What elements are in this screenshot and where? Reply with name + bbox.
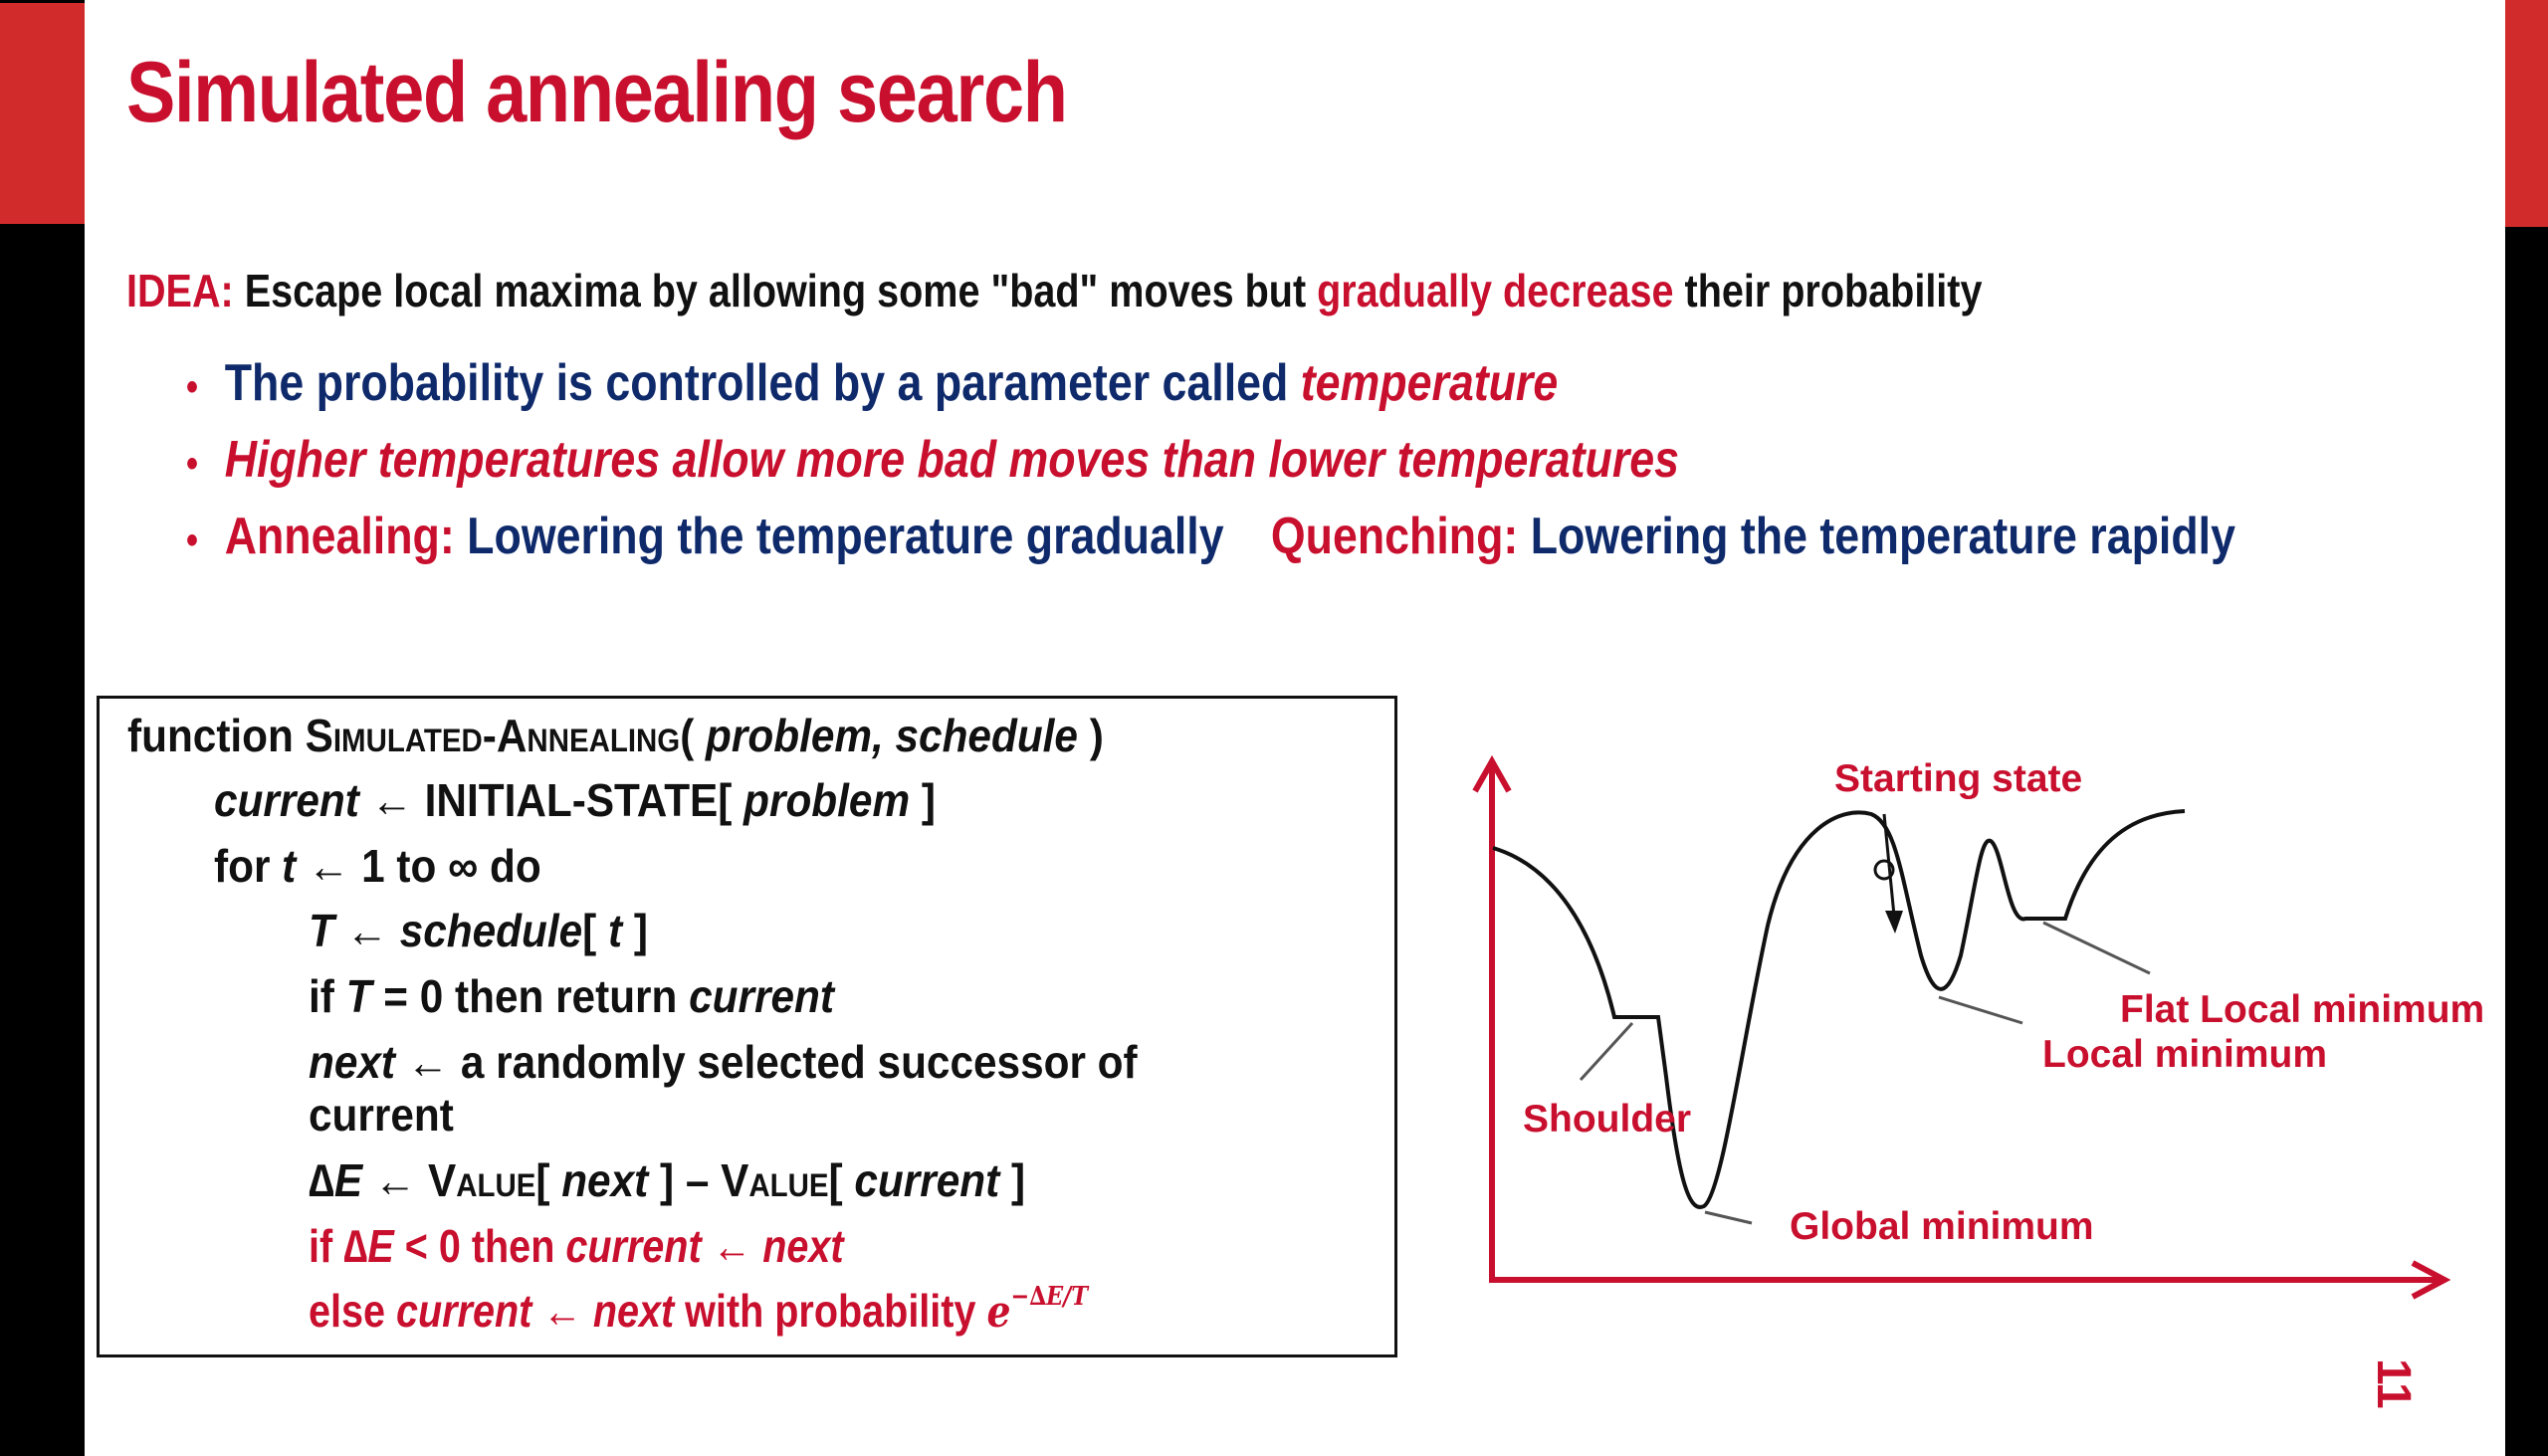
bullet-emphasis: temperature bbox=[1300, 354, 1559, 412]
shoulder-label: Shoulder bbox=[1523, 1098, 1692, 1141]
idea-text-after: their probability bbox=[1673, 265, 1983, 316]
pseudocode-line: for t ← 1 to ∞ do bbox=[214, 840, 541, 892]
idea-text-before: Escape local maxima by allowing some "bad" moves but bbox=[233, 265, 1318, 316]
pseudocode-line: if T = 0 then return current bbox=[309, 970, 834, 1022]
quenching-term: Quenching: bbox=[1270, 508, 1519, 565]
slide-title: Simulated annealing search bbox=[126, 45, 1067, 140]
flat-local-minimum-label: Flat Local minimum bbox=[2120, 988, 2485, 1031]
pseudocode-line: ∆E ← Value[ next ] – Value[ current ] bbox=[309, 1154, 1026, 1206]
bullet-text: Higher temperatures allow more bad moves than lower temperatures bbox=[224, 431, 1679, 489]
pseudocode-line: current bbox=[309, 1089, 454, 1141]
global-minimum-label: Global minimum bbox=[1790, 1205, 2094, 1248]
bullet-icon: • bbox=[186, 519, 199, 562]
quenching-desc: Lowering the temperature rapidly bbox=[1518, 508, 2235, 565]
pseudocode-line-accept: if ∆E < 0 then current ← next bbox=[309, 1220, 844, 1272]
global-minimum-leader-line bbox=[1705, 1212, 1752, 1223]
pseudocode-line: current ← INITIAL-STATE[ problem ] bbox=[214, 774, 936, 826]
bullet-icon: • bbox=[186, 442, 199, 486]
pseudocode-line: T ← schedule[ t ] bbox=[309, 905, 648, 956]
annealing-desc: Lowering the temperature gradually bbox=[454, 508, 1224, 565]
starting-state-label: Starting state bbox=[1834, 757, 2083, 800]
arrow-down-icon bbox=[1885, 911, 1903, 934]
annealing-term: Annealing: bbox=[224, 508, 455, 565]
landscape-curve bbox=[1493, 811, 2185, 1207]
local-minimum-label: Local minimum bbox=[2042, 1033, 2328, 1076]
shoulder-leader-line bbox=[1581, 1023, 1632, 1080]
page-number: 11 bbox=[2367, 1358, 2420, 1409]
bullet-text: The probability is controlled by a parameter called bbox=[224, 354, 1301, 412]
local-minimum-leader-line bbox=[1939, 997, 2022, 1023]
flat-local-minimum-leader-line bbox=[2043, 923, 2150, 973]
pseudocode-line-probabilistic: else current ← next with probability $e^{-\Delta E/T}$ bbox=[309, 1282, 1088, 1338]
idea-label: IDEA: bbox=[126, 265, 234, 316]
pseudocode-line: next ← a randomly selected successor of bbox=[309, 1036, 1138, 1088]
probability-formula: $e^{-\Delta E/T}$ bbox=[986, 1282, 1088, 1338]
idea-highlight: gradually decrease bbox=[1317, 265, 1674, 316]
pseudocode-line: function Simulated-Annealing( problem, schedule ) bbox=[127, 710, 1104, 761]
bullet-icon: • bbox=[186, 365, 199, 409]
